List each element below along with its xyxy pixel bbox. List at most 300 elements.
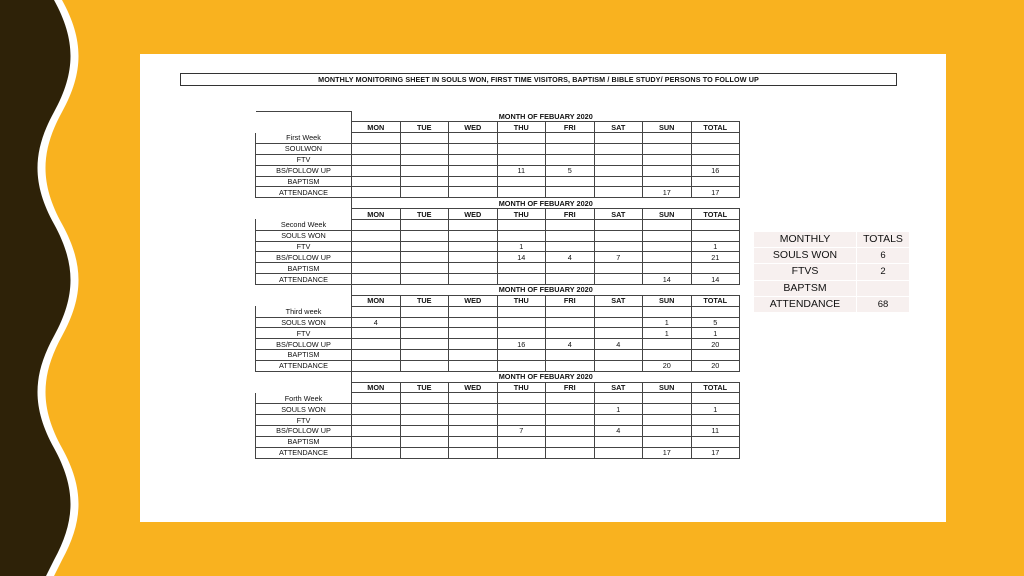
table-cell xyxy=(352,165,401,176)
table-cell xyxy=(594,176,643,187)
row-label: FTV xyxy=(256,241,352,252)
totals-label: SOULS WON xyxy=(754,248,857,264)
table-cell xyxy=(449,306,498,317)
table-cell: 14 xyxy=(691,274,740,285)
table-cell xyxy=(352,154,401,165)
table-cell xyxy=(497,328,546,339)
table-cell xyxy=(643,241,692,252)
table-cell xyxy=(449,230,498,241)
table-cell xyxy=(352,263,401,274)
table-cell xyxy=(352,219,401,230)
table-cell xyxy=(594,415,643,426)
day-header: SAT xyxy=(594,122,643,133)
table-cell xyxy=(352,350,401,361)
totals-label: BAPTSM xyxy=(754,280,857,296)
day-header: SUN xyxy=(643,122,692,133)
table-cell xyxy=(400,350,449,361)
day-header: SAT xyxy=(594,295,643,306)
table-cell xyxy=(643,350,692,361)
table-cell: 11 xyxy=(497,165,546,176)
table-cell xyxy=(352,415,401,426)
table-cell xyxy=(643,165,692,176)
table-cell xyxy=(449,425,498,436)
table-cell xyxy=(352,436,401,447)
table-cell xyxy=(400,306,449,317)
day-header: TUE xyxy=(400,122,449,133)
table-cell xyxy=(594,187,643,198)
table-row xyxy=(256,436,740,447)
table-cell xyxy=(546,274,595,285)
week-name-row xyxy=(256,306,740,317)
table-cell xyxy=(497,263,546,274)
table-cell xyxy=(497,274,546,285)
table-cell xyxy=(643,306,692,317)
table-cell: 1 xyxy=(594,404,643,415)
week-name: Third week xyxy=(256,306,352,317)
table-cell xyxy=(691,144,740,155)
table-cell xyxy=(449,144,498,155)
table-cell xyxy=(400,415,449,426)
table-cell xyxy=(546,263,595,274)
table-cell xyxy=(352,274,401,285)
table-cell xyxy=(352,425,401,436)
table-cell xyxy=(400,165,449,176)
table-row xyxy=(256,252,740,263)
table-cell xyxy=(449,176,498,187)
row-label: BAPTISM xyxy=(256,263,352,274)
row-label: ATTENDANCE xyxy=(256,447,352,458)
month-title-row xyxy=(256,285,740,296)
table-cell xyxy=(546,219,595,230)
week-name-row xyxy=(256,133,740,144)
table-cell xyxy=(594,306,643,317)
table-cell xyxy=(449,165,498,176)
table-cell: 4 xyxy=(352,317,401,328)
row-label-spacer xyxy=(256,122,352,133)
table-cell xyxy=(691,350,740,361)
table-cell xyxy=(497,306,546,317)
monthly-totals-table xyxy=(753,231,910,313)
table-cell xyxy=(497,219,546,230)
table-cell xyxy=(691,133,740,144)
table-cell xyxy=(352,241,401,252)
table-cell xyxy=(352,328,401,339)
table-cell xyxy=(643,436,692,447)
table-cell: 7 xyxy=(594,252,643,263)
table-cell xyxy=(691,219,740,230)
table-cell: 1 xyxy=(497,241,546,252)
row-label: SOULWON xyxy=(256,144,352,155)
day-header: WED xyxy=(449,209,498,220)
table-cell: 16 xyxy=(497,339,546,350)
day-header: THU xyxy=(497,122,546,133)
table-row xyxy=(256,339,740,350)
day-header: TOTAL xyxy=(691,382,740,393)
table-cell xyxy=(594,436,643,447)
table-cell xyxy=(400,360,449,371)
row-label: FTV xyxy=(256,328,352,339)
day-header: MON xyxy=(352,209,401,220)
day-header: TOTAL xyxy=(691,295,740,306)
week-name: Second Week xyxy=(256,219,352,230)
table-row xyxy=(256,350,740,361)
table-cell xyxy=(594,230,643,241)
month-title: MONTH OF FEBUARY 2020 xyxy=(498,198,593,208)
table-cell xyxy=(497,447,546,458)
totals-value: 2 xyxy=(857,264,910,280)
day-header: SUN xyxy=(643,209,692,220)
table-cell: 16 xyxy=(691,165,740,176)
table-cell xyxy=(400,219,449,230)
table-cell xyxy=(497,187,546,198)
table-cell xyxy=(449,187,498,198)
table-cell xyxy=(546,328,595,339)
table-row xyxy=(256,144,740,155)
table-cell: 4 xyxy=(594,339,643,350)
table-cell: 17 xyxy=(643,447,692,458)
table-cell xyxy=(691,154,740,165)
row-label: BS/FOLLOW UP xyxy=(256,252,352,263)
table-cell xyxy=(400,404,449,415)
table-cell: 5 xyxy=(691,317,740,328)
table-cell: 1 xyxy=(643,317,692,328)
table-cell xyxy=(643,154,692,165)
table-cell xyxy=(449,317,498,328)
decorative-wavy-band xyxy=(0,0,90,576)
day-header: FRI xyxy=(546,122,595,133)
table-cell xyxy=(352,176,401,187)
table-cell xyxy=(546,306,595,317)
day-header: SUN xyxy=(643,382,692,393)
week-name: Forth Week xyxy=(256,393,352,404)
table-cell: 4 xyxy=(546,339,595,350)
table-cell xyxy=(691,436,740,447)
table-cell xyxy=(594,263,643,274)
row-label: SOULS WON xyxy=(256,317,352,328)
table-cell: 5 xyxy=(546,165,595,176)
day-header-row xyxy=(256,382,740,393)
table-cell xyxy=(643,133,692,144)
day-header: FRI xyxy=(546,382,595,393)
day-header: TUE xyxy=(400,209,449,220)
row-label: BAPTISM xyxy=(256,176,352,187)
table-cell xyxy=(400,339,449,350)
table-cell xyxy=(643,219,692,230)
table-cell xyxy=(352,133,401,144)
table-cell xyxy=(449,360,498,371)
day-header: SAT xyxy=(594,209,643,220)
table-cell xyxy=(643,176,692,187)
table-cell xyxy=(449,328,498,339)
table-cell xyxy=(594,447,643,458)
totals-value: 68 xyxy=(857,296,910,312)
table-cell xyxy=(643,252,692,263)
table-cell xyxy=(594,165,643,176)
table-cell xyxy=(400,241,449,252)
table-cell xyxy=(400,425,449,436)
table-row xyxy=(256,415,740,426)
table-cell xyxy=(352,404,401,415)
table-cell xyxy=(352,339,401,350)
monitoring-table xyxy=(255,111,740,459)
day-header: SAT xyxy=(594,382,643,393)
totals-header-totals: TOTALS xyxy=(857,232,910,248)
table-cell xyxy=(546,317,595,328)
table-cell xyxy=(400,230,449,241)
totals-row xyxy=(754,280,910,296)
row-label: SOULS WON xyxy=(256,404,352,415)
table-cell xyxy=(594,144,643,155)
month-title: MONTH OF FEBUARY 2020 xyxy=(498,285,593,295)
table-cell xyxy=(643,144,692,155)
row-label-spacer xyxy=(256,209,352,220)
table-cell xyxy=(643,230,692,241)
table-cell xyxy=(691,415,740,426)
table-cell xyxy=(449,252,498,263)
table-cell: 7 xyxy=(497,425,546,436)
table-row xyxy=(256,360,740,371)
row-label: FTV xyxy=(256,154,352,165)
day-header-row xyxy=(256,122,740,133)
day-header: SUN xyxy=(643,295,692,306)
table-cell xyxy=(691,263,740,274)
table-cell: 14 xyxy=(497,252,546,263)
table-cell xyxy=(643,425,692,436)
table-cell: 14 xyxy=(643,274,692,285)
day-header: THU xyxy=(497,382,546,393)
day-header: WED xyxy=(449,295,498,306)
table-cell xyxy=(449,274,498,285)
day-header: MON xyxy=(352,122,401,133)
table-cell: 4 xyxy=(594,425,643,436)
table-cell xyxy=(352,447,401,458)
table-cell xyxy=(546,415,595,426)
day-header: FRI xyxy=(546,209,595,220)
table-cell xyxy=(400,154,449,165)
table-cell xyxy=(449,219,498,230)
day-header-row xyxy=(256,209,740,220)
week-name-row xyxy=(256,219,740,230)
table-cell xyxy=(594,241,643,252)
table-cell xyxy=(352,252,401,263)
table-cell xyxy=(546,187,595,198)
table-cell xyxy=(691,306,740,317)
day-header: TUE xyxy=(400,382,449,393)
day-header: WED xyxy=(449,382,498,393)
table-cell: 20 xyxy=(691,339,740,350)
table-cell xyxy=(594,328,643,339)
table-cell xyxy=(400,328,449,339)
table-cell xyxy=(546,154,595,165)
table-cell xyxy=(594,393,643,404)
month-title: MONTH OF FEBUARY 2020 xyxy=(498,111,593,121)
table-cell xyxy=(352,306,401,317)
table-cell xyxy=(400,317,449,328)
totals-header-row xyxy=(754,232,910,248)
month-title: MONTH OF FEBUARY 2020 xyxy=(498,372,593,382)
table-cell xyxy=(400,133,449,144)
week-name-row xyxy=(256,393,740,404)
table-cell xyxy=(449,436,498,447)
table-cell: 17 xyxy=(691,187,740,198)
day-header: THU xyxy=(497,209,546,220)
row-label-spacer xyxy=(256,112,352,122)
table-cell: 21 xyxy=(691,252,740,263)
table-cell xyxy=(352,187,401,198)
table-cell: 17 xyxy=(691,447,740,458)
row-label-spacer xyxy=(256,371,352,382)
table-cell xyxy=(643,263,692,274)
table-cell xyxy=(449,263,498,274)
table-cell xyxy=(497,176,546,187)
table-cell xyxy=(594,133,643,144)
row-label: ATTENDANCE xyxy=(256,187,352,198)
table-cell xyxy=(400,274,449,285)
table-cell xyxy=(594,274,643,285)
day-header-row xyxy=(256,295,740,306)
totals-row xyxy=(754,264,910,280)
row-label: BS/FOLLOW UP xyxy=(256,339,352,350)
table-row xyxy=(256,154,740,165)
table-cell xyxy=(449,350,498,361)
table-row xyxy=(256,274,740,285)
table-cell xyxy=(594,154,643,165)
row-label: BAPTISM xyxy=(256,436,352,447)
sheet-title: MONTHLY MONITORING SHEET IN SOULS WON, FIRST TIME VISITORS, BAPTISM / BIBLE STUDY/ PERSONS TO FOLLOW UP xyxy=(180,73,897,86)
table-cell xyxy=(497,317,546,328)
table-cell xyxy=(546,425,595,436)
table-row xyxy=(256,425,740,436)
totals-row xyxy=(754,248,910,264)
table-cell: 20 xyxy=(691,360,740,371)
table-cell xyxy=(497,436,546,447)
table-cell xyxy=(352,230,401,241)
table-cell xyxy=(546,360,595,371)
row-label-spacer xyxy=(256,198,352,209)
table-row xyxy=(256,230,740,241)
table-cell xyxy=(352,144,401,155)
row-label-spacer xyxy=(256,382,352,393)
totals-label: FTVS xyxy=(754,264,857,280)
table-cell xyxy=(497,144,546,155)
row-label: BS/FOLLOW UP xyxy=(256,425,352,436)
table-cell xyxy=(497,133,546,144)
table-cell: 1 xyxy=(691,241,740,252)
table-row xyxy=(256,187,740,198)
day-header: WED xyxy=(449,122,498,133)
table-cell xyxy=(449,133,498,144)
table-cell xyxy=(546,133,595,144)
table-cell xyxy=(497,415,546,426)
table-cell xyxy=(400,144,449,155)
row-label-spacer xyxy=(256,295,352,306)
row-label: ATTENDANCE xyxy=(256,274,352,285)
table-row xyxy=(256,328,740,339)
table-cell xyxy=(449,339,498,350)
table-cell: 1 xyxy=(691,404,740,415)
table-cell xyxy=(400,187,449,198)
table-cell xyxy=(449,154,498,165)
row-label: BS/FOLLOW UP xyxy=(256,165,352,176)
table-row xyxy=(256,176,740,187)
table-cell xyxy=(449,447,498,458)
totals-header-monthly: MONTHLY xyxy=(754,232,857,248)
table-cell xyxy=(497,360,546,371)
table-cell xyxy=(546,393,595,404)
totals-value: 6 xyxy=(857,248,910,264)
table-cell xyxy=(400,176,449,187)
table-cell xyxy=(400,252,449,263)
table-cell xyxy=(352,360,401,371)
table-cell xyxy=(546,447,595,458)
table-cell xyxy=(400,436,449,447)
table-cell xyxy=(400,263,449,274)
day-header: MON xyxy=(352,382,401,393)
day-header: THU xyxy=(497,295,546,306)
table-cell xyxy=(449,393,498,404)
table-cell xyxy=(546,436,595,447)
table-cell xyxy=(449,241,498,252)
table-cell xyxy=(691,393,740,404)
month-title-row xyxy=(256,112,740,122)
table-cell xyxy=(400,447,449,458)
table-cell xyxy=(449,404,498,415)
table-cell xyxy=(643,415,692,426)
day-header: TOTAL xyxy=(691,209,740,220)
table-row xyxy=(256,317,740,328)
month-title-row xyxy=(256,198,740,209)
row-label: FTV xyxy=(256,415,352,426)
table-cell xyxy=(400,393,449,404)
table-row xyxy=(256,165,740,176)
table-cell xyxy=(546,230,595,241)
table-cell xyxy=(497,230,546,241)
table-cell xyxy=(643,339,692,350)
table-cell xyxy=(497,404,546,415)
table-cell xyxy=(546,176,595,187)
table-cell xyxy=(497,154,546,165)
table-cell: 11 xyxy=(691,425,740,436)
totals-value xyxy=(857,280,910,296)
table-cell xyxy=(546,241,595,252)
table-cell xyxy=(643,393,692,404)
table-cell xyxy=(497,350,546,361)
table-cell xyxy=(546,350,595,361)
table-row xyxy=(256,241,740,252)
table-row xyxy=(256,263,740,274)
table-cell: 1 xyxy=(691,328,740,339)
table-cell xyxy=(352,393,401,404)
table-cell xyxy=(449,415,498,426)
table-cell xyxy=(691,230,740,241)
table-cell xyxy=(594,317,643,328)
week-name: First Week xyxy=(256,133,352,144)
table-cell xyxy=(546,404,595,415)
day-header: TUE xyxy=(400,295,449,306)
table-cell xyxy=(497,393,546,404)
table-cell xyxy=(691,176,740,187)
table-cell xyxy=(594,350,643,361)
table-row xyxy=(256,404,740,415)
row-label: SOULS WON xyxy=(256,230,352,241)
table-cell xyxy=(546,144,595,155)
totals-row xyxy=(754,296,910,312)
row-label: BAPTISM xyxy=(256,350,352,361)
table-cell xyxy=(594,360,643,371)
month-title-row xyxy=(256,371,740,382)
table-cell: 1 xyxy=(643,328,692,339)
table-row xyxy=(256,447,740,458)
